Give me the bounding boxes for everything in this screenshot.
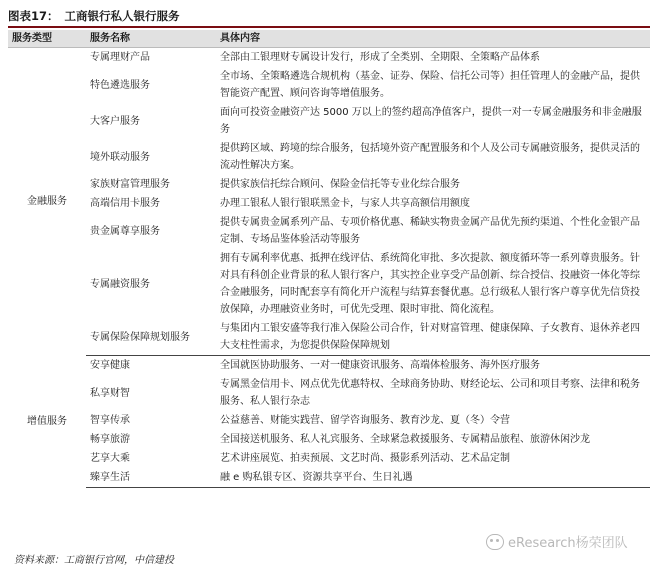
service-content: 办理工银私人银行银联黑金卡，与家人共享高额信用额度 xyxy=(220,198,470,209)
service-content: 与集团内工银安盛等我行准入保险公司合作，针对财富管理、健康保障、子女教育、退休养老四大支柱性需求，为您提供保险保障规划 xyxy=(216,319,650,356)
table-row xyxy=(8,48,650,68)
service-name: 境外联动服务 xyxy=(90,151,150,163)
table-row xyxy=(8,319,650,356)
table-header-row xyxy=(8,30,650,48)
service-content: 公益慈善、财能实践营、留学咨询服务、教育沙龙、夏（冬）令营 xyxy=(220,415,510,426)
service-name: 艺享大乘 xyxy=(90,453,130,464)
header-service-name: 服务名称 xyxy=(86,30,216,48)
category-cell-financial: 金融服务 xyxy=(27,196,67,208)
service-content: 艺术讲座展览、拍卖预展、文艺时尚、摄影系列活动、艺术品定制 xyxy=(220,453,510,464)
service-name: 专属融资服务 xyxy=(90,278,150,290)
service-name: 特色遴选服务 xyxy=(90,79,150,91)
service-content: 提供家族信托综合顾问、保险金信托等专业化综合服务 xyxy=(220,179,460,190)
service-name: 贵金属尊享服务 xyxy=(90,225,160,237)
service-name: 高端信用卡服务 xyxy=(90,198,160,209)
services-table xyxy=(8,30,650,488)
service-name: 私享财智 xyxy=(90,387,130,399)
header-service-type: 服务类型 xyxy=(8,30,86,48)
table-body xyxy=(8,48,650,488)
table-row xyxy=(8,356,650,376)
service-content: 专属黑金信用卡、网点优先优惠特权、全球商务协助、财经论坛、公司和项目考察、法律和税务服务、私人银行杂志 xyxy=(220,379,640,407)
table-row xyxy=(8,213,650,249)
watermark xyxy=(486,532,628,551)
service-name: 家族财富管理服务 xyxy=(90,179,170,190)
service-name: 臻享生活 xyxy=(86,468,216,488)
table-row xyxy=(8,67,650,103)
table-row xyxy=(8,375,650,411)
wechat-icon xyxy=(486,534,504,550)
service-content: 融 e 购私银专区、资源共享平台、生日礼遇 xyxy=(216,468,650,488)
table-row xyxy=(8,249,650,319)
category-cell-value-added: 增值服务 xyxy=(27,416,67,427)
service-content: 提供跨区域、跨境的综合服务，包括境外资产配置服务和个人及公司专属融资服务，提供灵活的流动性解决方案。 xyxy=(220,143,640,171)
service-content: 全国就医协助服务、一对一健康资讯服务、高端体检服务、海外医疗服务 xyxy=(220,360,540,371)
service-content: 面向可投资金融资产达 5000 万以上的签约超高净值客户，提供一对一专属金融服务和非金融服务 xyxy=(220,107,642,135)
service-name: 专属保险保障规划服务 xyxy=(86,319,216,356)
watermark-text: eResearch杨荣团队 xyxy=(508,536,628,551)
service-name: 智享传承 xyxy=(90,415,130,426)
service-content: 全国接送机服务、私人礼宾服务、全球紧急救援服务、专属精品旅程、旅游休闲沙龙 xyxy=(220,434,590,445)
figure-title xyxy=(8,6,650,28)
table-row xyxy=(8,139,650,175)
table-row xyxy=(8,411,650,430)
source-note: 资料来源：工商银行官网，中信建投 xyxy=(14,555,174,566)
table-row xyxy=(8,194,650,213)
table-row xyxy=(8,430,650,449)
table-row xyxy=(8,449,650,468)
figure-number: 图表17： xyxy=(8,9,59,23)
service-content: 拥有专属利率优惠、抵押在线评估、系统简化审批、多次提款、额度循环等一系列尊贵服务。针对具有科创企业背景的私人银行客户，其实控企业享受产品创新、综合授信、投融资一体化等综合金融服务，同时配套享有简化开户流程与结算套餐优惠。总行级私人银行客户尊享优先信贷投放保障，办理融资业务时，可优先受理、限时审批、简化流程。 xyxy=(220,253,640,315)
service-content: 全市场、全策略遴选合规机构（基金、证券、保险、信托公司等）担任管理人的金融产品，提供智能资产配置、顾问咨询等增值服务。 xyxy=(220,71,640,99)
table-row xyxy=(8,175,650,194)
table-row xyxy=(8,468,650,488)
service-content: 全部由工银理财专属设计发行，形成了全类别、全期限、全策略产品体系 xyxy=(220,52,540,63)
service-name: 畅享旅游 xyxy=(90,434,130,445)
service-name: 安享健康 xyxy=(90,360,130,371)
figure-title-text: 工商银行私人银行服务 xyxy=(64,9,180,23)
service-name: 专属理财产品 xyxy=(90,52,150,63)
table-row xyxy=(8,103,650,139)
service-content: 提供专属贵金属系列产品、专项价格优惠、稀缺实物贵金属产品优先预约渠道、个性化金银产品定制、专场品鉴体验活动等服务 xyxy=(220,217,640,245)
service-name: 大客户服务 xyxy=(90,115,140,127)
header-content: 具体内容 xyxy=(216,30,650,48)
